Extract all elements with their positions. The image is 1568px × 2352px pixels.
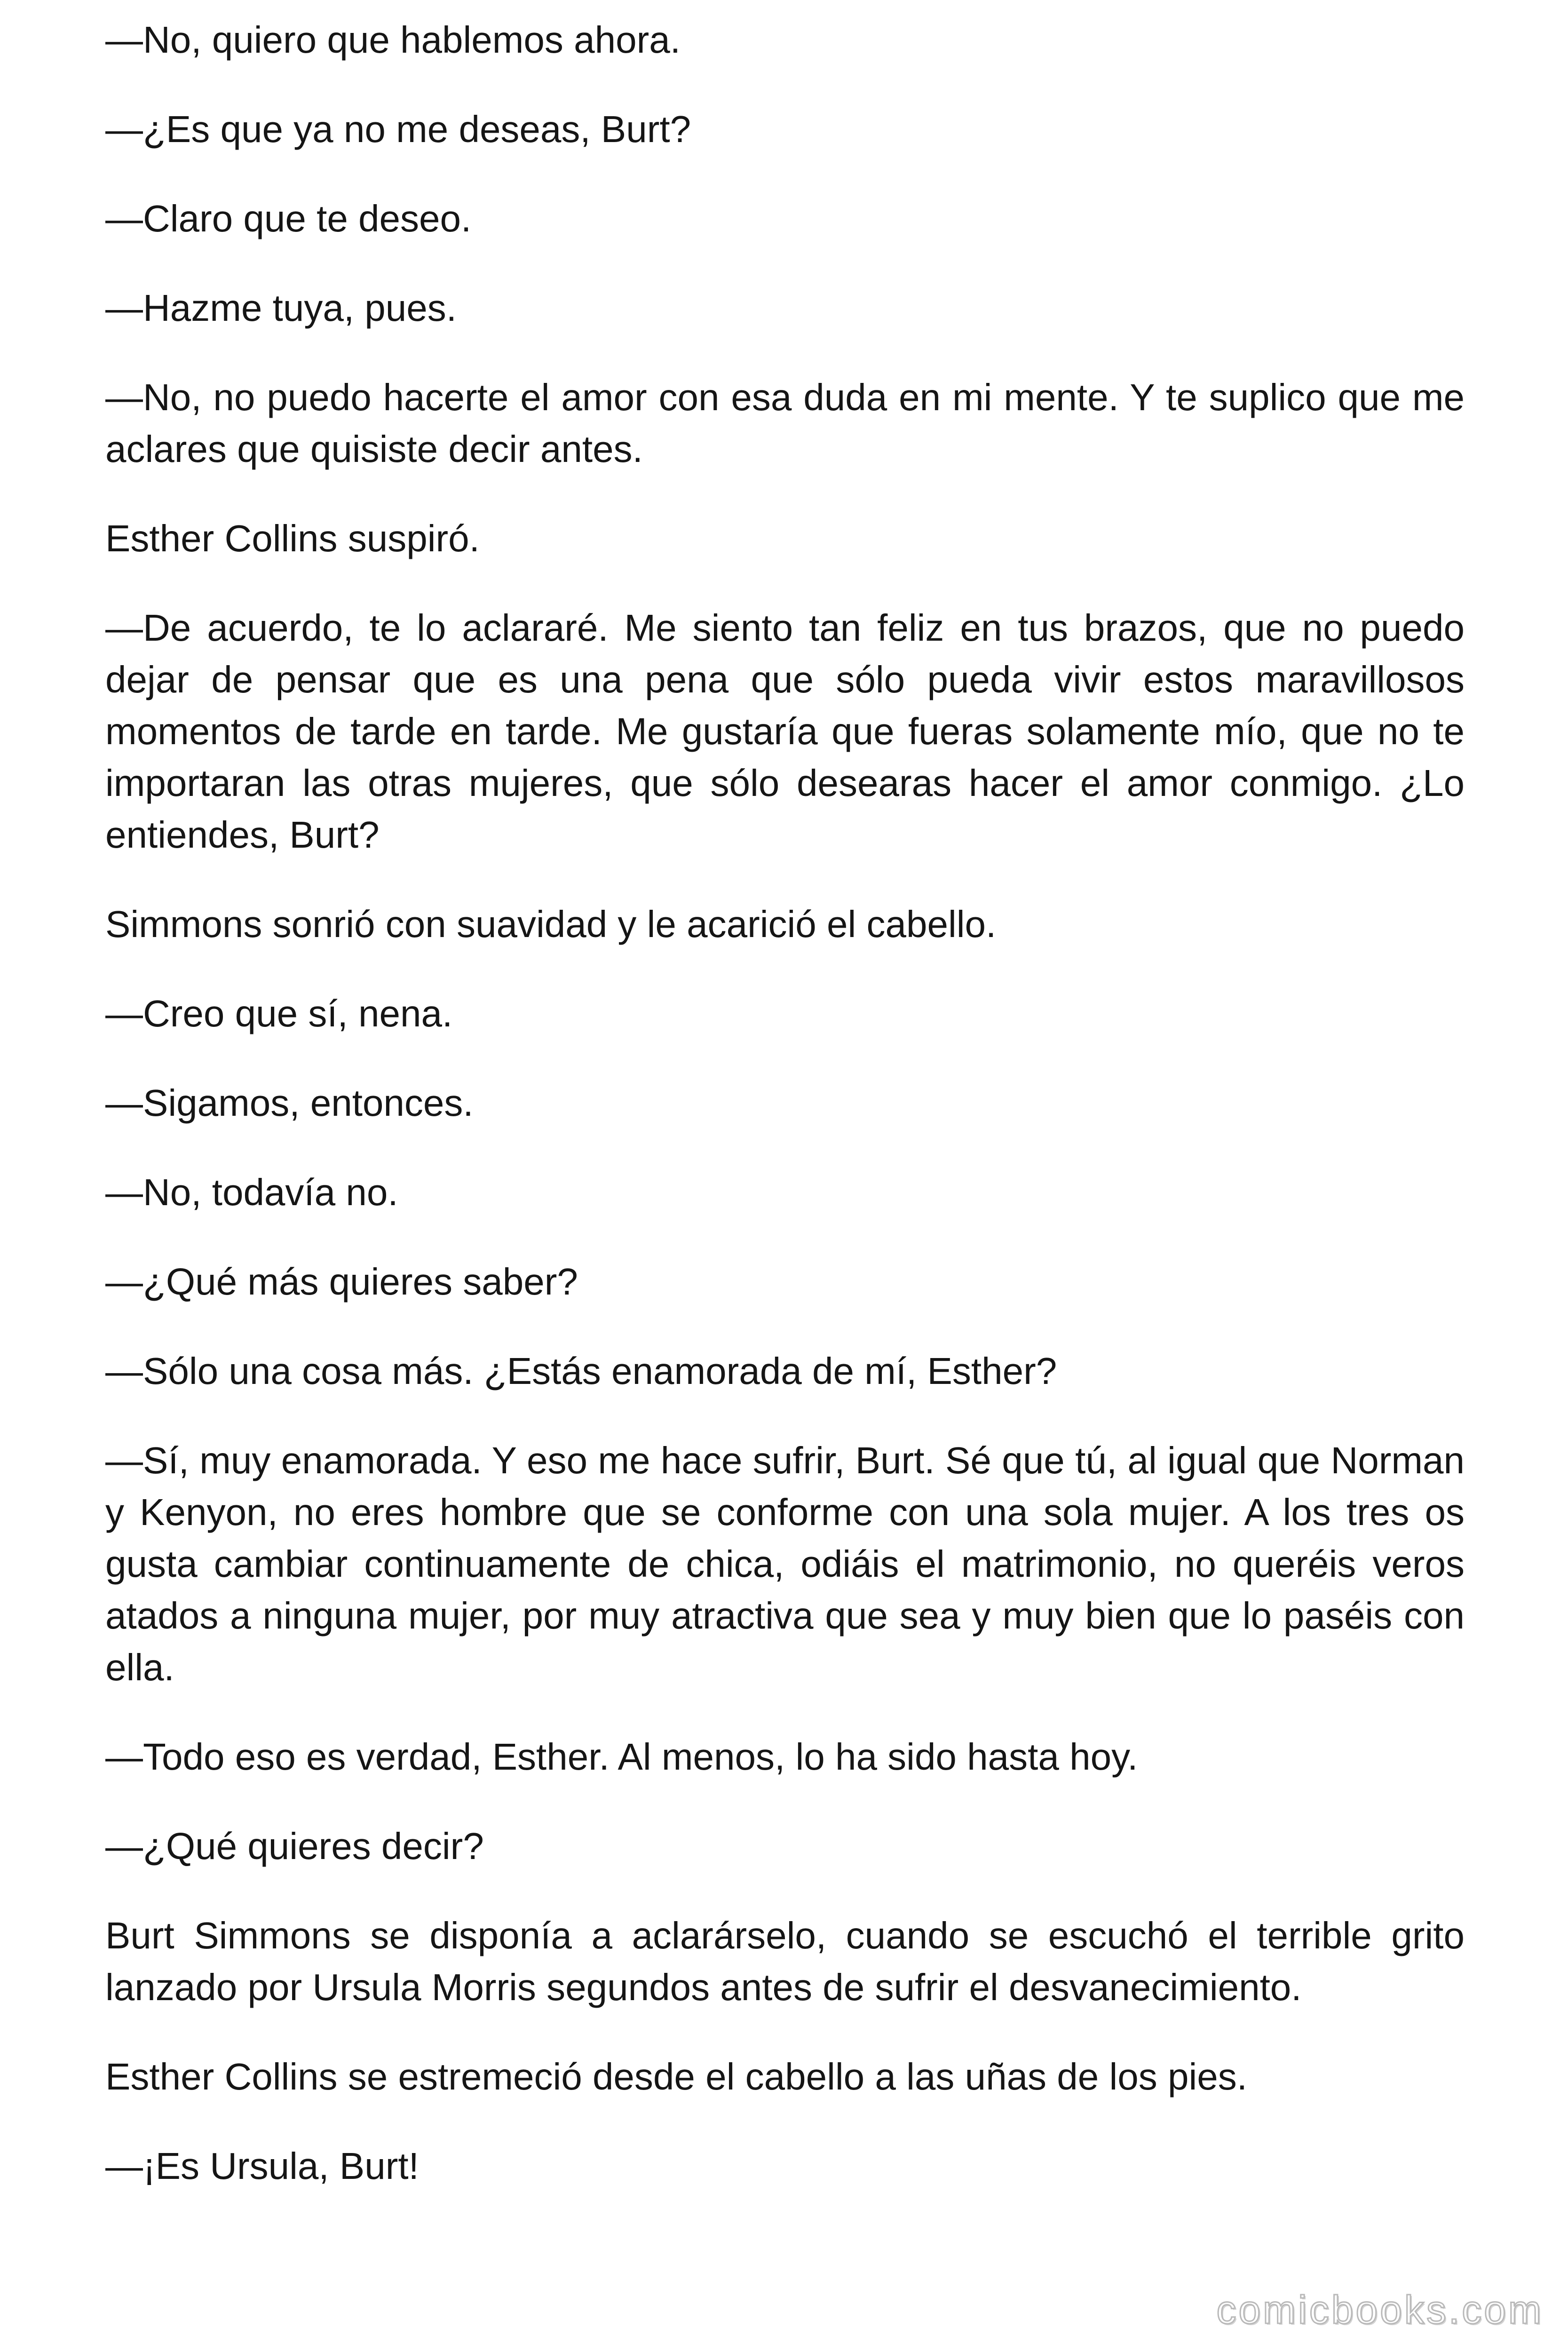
paragraph: —Sigamos, entonces. [105, 1082, 474, 1124]
paragraph: —No, todavía no. [105, 1171, 398, 1213]
paragraph: —¿Qué más quieres saber? [105, 1261, 578, 1303]
body-text [105, 14, 1465, 2230]
paragraph: —No, quiero que hablemos ahora. [105, 19, 681, 61]
paragraph: —Claro que te deseo. [105, 198, 472, 239]
paragraph: —¡Es Ursula, Burt! [105, 2145, 419, 2187]
paragraph: Burt Simmons se disponía a aclarárselo, cuando se escuchó el terrible grito lanzado por Ursula Morris segundos antes de sufrir el desvanecimiento. [105, 1915, 1465, 2008]
paragraph: —Sólo una cosa más. ¿Estás enamorada de mí, Esther? [105, 1350, 1057, 1392]
paragraph: Esther Collins suspiró. [105, 517, 480, 559]
watermark: comicbooks.com [1216, 2288, 1544, 2332]
paragraph: —¿Es que ya no me deseas, Burt? [105, 108, 691, 150]
paragraph: —¿Qué quieres decir? [105, 1825, 484, 1867]
paragraph: —Creo que sí, nena. [105, 993, 453, 1034]
paragraph: —Todo eso es verdad, Esther. Al menos, lo ha sido hasta hoy. [105, 1736, 1138, 1778]
paragraph: —Sí, muy enamorada. Y eso me hace sufrir, Burt. Sé que tú, al igual que Norman y Kenyon, no eres hombre que se conforme con una sola mujer. A los tres os gusta cambiar continuamente de chica, odiáis el matrimonio, no queréis veros atados a ninguna mujer, por muy atractiva que sea y muy bien que lo paséis con ella. [105, 1439, 1465, 1688]
paragraph: Simmons sonrió con suavidad y le acarició el cabello. [105, 903, 997, 945]
paragraph: —Hazme tuya, pues. [105, 287, 457, 329]
paragraph: Esther Collins se estremeció desde el cabello a las uñas de los pies. [105, 2056, 1247, 2098]
paragraph: —No, no puedo hacerte el amor con esa duda en mi mente. Y te suplico que me aclares que quisiste decir antes. [105, 376, 1465, 470]
paragraph: —De acuerdo, te lo aclararé. Me siento tan feliz en tus brazos, que no puedo dejar de pensar que es una pena que sólo pueda vivir estos maravillosos momentos de tarde en tarde. Me gustaría que fueras solamente mío, que no te importaran las otras mujeres, que sólo desearas hacer el amor conmigo. ¿Lo entiendes, Burt? [105, 607, 1465, 856]
